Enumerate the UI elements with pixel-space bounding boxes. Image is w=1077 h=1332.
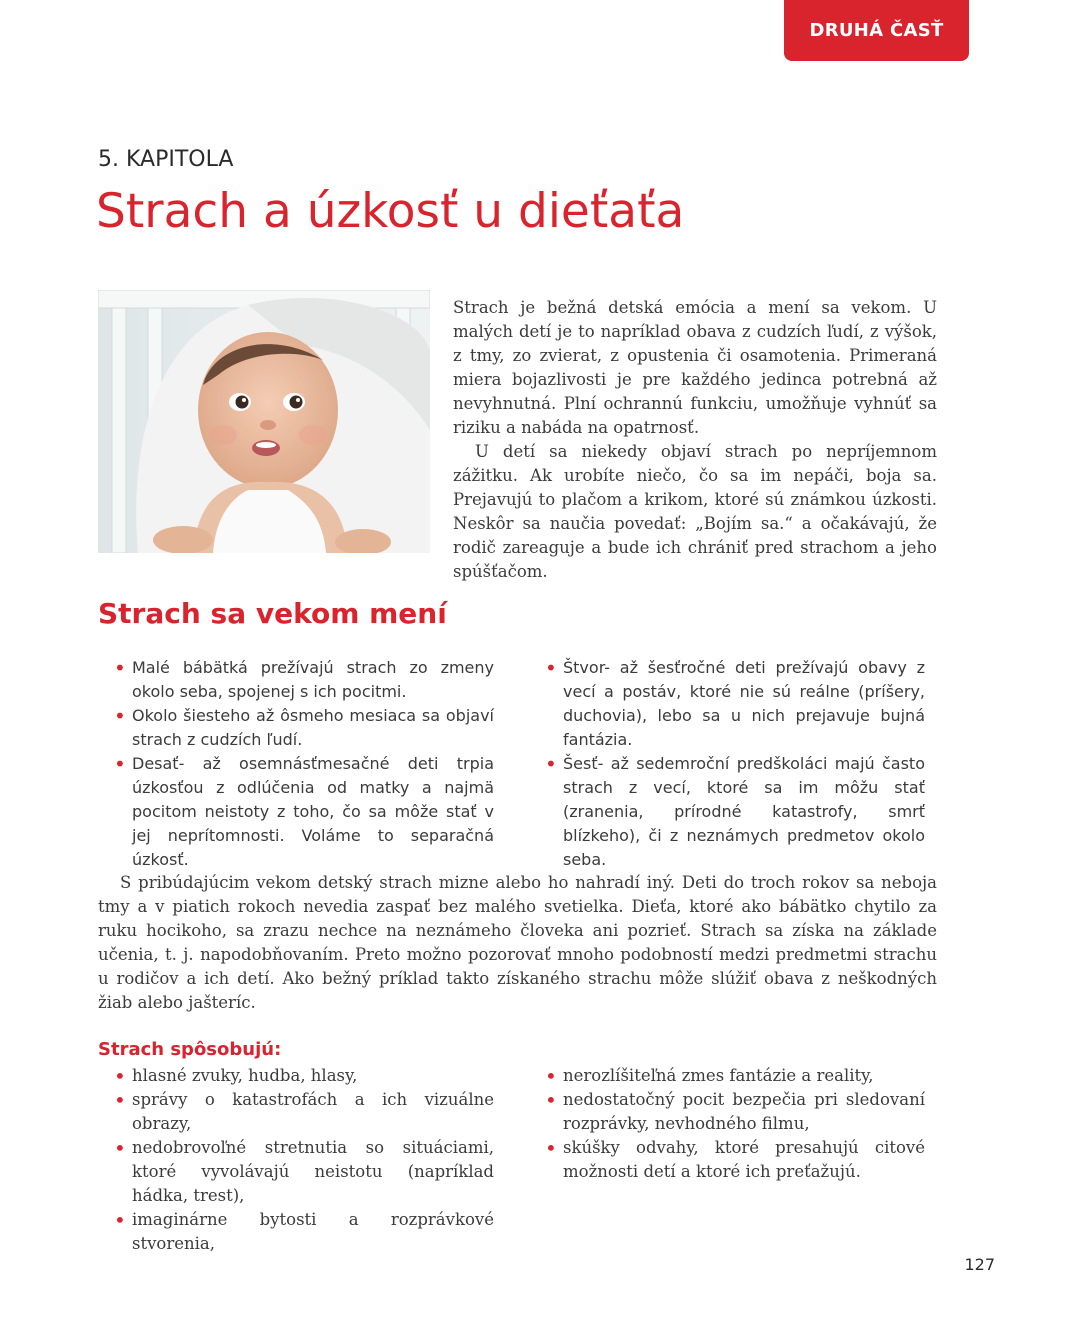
section-title: Strach sa vekom mení xyxy=(98,597,447,630)
intro-text xyxy=(453,296,937,584)
intro-paragraph: U detí sa niekedy objaví strach po nepríjemnom zážitku. Ak urobíte niečo, čo sa im nepáči, boja sa. Prejavujú to plačom a krikom, ktoré sú známkou úzkosti. Neskôr sa naučia povedať: „Bojím sa.“ a očakávajú, že rodič zareaguje a bude ich chrániť pred strachom a jeho spúšťačom. xyxy=(453,442,937,581)
page-number: 127 xyxy=(964,1255,995,1274)
list-item: • Desať- až osemnásťmesačné deti trpia úzkosťou z odlúčenia od matky a najmä pocitom neistoty z toho, čo sa môže stať v jej neprítomnosti. Voláme to separačná úzkosť. xyxy=(114,752,494,872)
list-item: • hlasné zvuky, hudba, hlasy, xyxy=(114,1064,494,1088)
chapter-title: Strach a úzkosť u dieťaťa xyxy=(96,184,685,239)
list-item: • Okolo šiesteho až ôsmeho mesiaca sa objaví strach z cudzích ľudí. xyxy=(114,704,494,752)
list-item: • správy o katastrofách a ich vizuálne obrazy, xyxy=(114,1088,494,1136)
causes-list-right xyxy=(545,1064,925,1184)
causes-list-left xyxy=(114,1064,494,1256)
list-item: • imaginárne bytosti a rozprávkové stvorenia, xyxy=(114,1208,494,1256)
list-item: • Šesť- až sedemroční predškoláci majú často strach z vecí, ktoré sa im môžu stať (zranenia, prírodné katastrofy, smrť blízkeho), či z neznámych predmetov okolo seba. xyxy=(545,752,925,872)
age-fears-list-left xyxy=(114,656,494,872)
list-item: • nedobrovoľné stretnutia so situáciami, ktoré vyvolávajú neistotu (napríklad hádka, trest), xyxy=(114,1136,494,1208)
list-item: • skúšky odvahy, ktoré presahujú citové možnosti detí a ktoré ich preťažujú. xyxy=(545,1136,925,1184)
part-tab: DRUHÁ ČASŤ xyxy=(784,0,969,61)
causes-title: Strach spôsobujú: xyxy=(98,1039,282,1060)
list-item: • Štvor- až šesťročné deti prežívajú obavy z vecí a postáv, ktoré nie sú reálne (príšery, duchovia), lebo sa u nich prejavuje bujná fantázia. xyxy=(545,656,925,752)
list-item: • nedostatočný pocit bezpečia pri sledovaní rozprávky, nevhodného filmu, xyxy=(545,1088,925,1136)
list-item: • nerozlíšiteľná zmes fantázie a reality, xyxy=(545,1064,925,1088)
chapter-label: 5. KAPITOLA xyxy=(98,147,234,172)
age-fears-list-right xyxy=(545,656,925,872)
intro-paragraph: Strach je bežná detská emócia a mení sa vekom. U malých detí je to napríklad obava z cudzích ľudí, z výšok, z tmy, zo zvierat, z opustenia či osamotenia. Primeraná miera bojazlivosti je pre každého jedinca potrebná až nevyhnutná. Plní ochrannú funkciu, umožňuje vyhnúť sa riziku a nabáda na opatrnosť. xyxy=(453,298,937,437)
list-item: • Malé bábätká prežívajú strach zo zmeny okolo seba, spojenej s ich pocitmi. xyxy=(114,656,494,704)
baby-photo xyxy=(98,290,430,553)
body-paragraph: S pribúdajúcim vekom detský strach mizne alebo ho nahradí iný. Deti do troch rokov sa neboja tmy a v piatich rokoch nevedia zaspať bez malého svetielka. Dieťa, ktoré ako bábätko chytilo za ruku hocikoho, sa zrazu nechce na neznámeho človeka ani pozrieť. Strach sa získa na základe učenia, t. j. napodobňovaním. Preto možno pozorovať mnoho podobností medzi predmetmi strachu u rodičov a ich detí. Ako bežný príklad takto získaného strachu môže slúžiť obava z neškodných žiab alebo jašteríc. xyxy=(98,873,937,1012)
baby-under-towel-photo xyxy=(98,290,430,553)
